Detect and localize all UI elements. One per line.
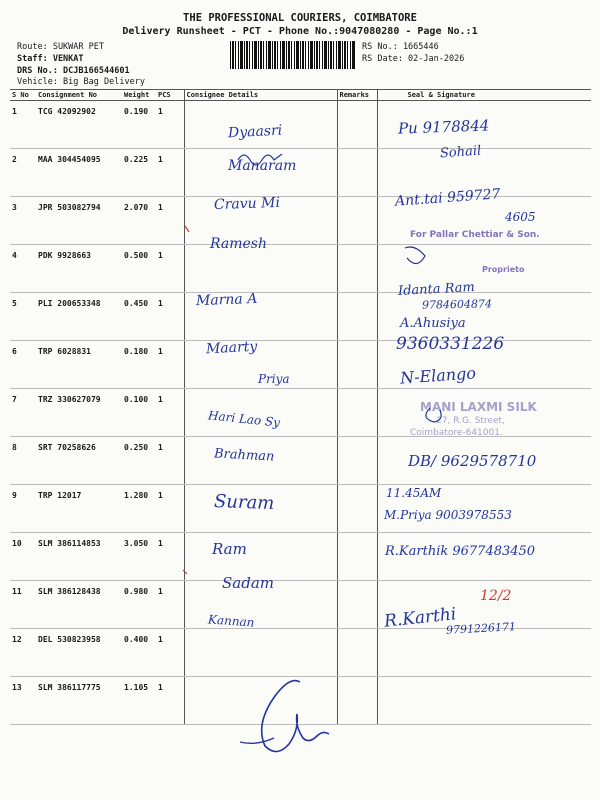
shop-stamp: Proprieto (482, 265, 525, 274)
col-consignee: Consignee Details (184, 90, 337, 101)
row-pcs: 1 (156, 629, 184, 677)
row-sno: 1 (10, 101, 36, 149)
shop-stamp: 27, R.G. Street, (436, 416, 505, 426)
row-weight: 0.980 (122, 581, 156, 629)
row-consignment: DEL 530823958 (36, 629, 122, 677)
row-consignment: TRP 6028831 (36, 341, 122, 389)
consignee-signature: Sadam (222, 574, 274, 592)
seal-signature: DB/ 9629578710 (408, 452, 537, 470)
consignee-signature: Marna A (195, 290, 258, 310)
shop-stamp: Coimbatore-641001. (410, 428, 503, 438)
row-pcs: 1 (156, 293, 184, 341)
col-pcs: PCS (156, 90, 184, 101)
row-consignment: JPR 503082794 (36, 197, 122, 245)
seal-signature: A.Ahusiya (400, 316, 466, 331)
row-pcs: 1 (156, 389, 184, 437)
row-sno: 10 (10, 533, 36, 581)
row-sno: 7 (10, 389, 36, 437)
row-weight: 3.050 (122, 533, 156, 581)
shop-stamp: For Pallar Chettiar & Son. (410, 230, 540, 240)
consignee-signature: Cravu Mi (213, 194, 281, 214)
seal-signature: N-Elango (399, 363, 477, 388)
seal-signature: Ant.tai 959727 (394, 186, 501, 210)
seal-signature: Pu 9178844 (397, 116, 490, 138)
row-sno: 12 (10, 629, 36, 677)
consignee-signature: Brahman (213, 446, 275, 465)
staff-label: Staff: VENKAT (17, 54, 84, 64)
row-pcs: 1 (156, 149, 184, 197)
row-pcs: 1 (156, 245, 184, 293)
row-consignment: SLM 386117775 (36, 677, 122, 725)
row-consignment: TRZ 330627079 (36, 389, 122, 437)
row-weight: 0.225 (122, 149, 156, 197)
row-pcs: 1 (156, 677, 184, 725)
row-weight: 0.180 (122, 341, 156, 389)
col-weight: Weight (122, 90, 156, 101)
row-consignment: PDK 9928663 (36, 245, 122, 293)
row-sno: 2 (10, 149, 36, 197)
row-sno: 13 (10, 677, 36, 725)
row-pcs: 1 (156, 341, 184, 389)
row-consignment: MAA 304454095 (36, 149, 122, 197)
seal-signature: Sohail (439, 143, 482, 162)
rs-date: RS Date: 02-Jan-2026 (362, 54, 465, 64)
col-seal: Seal & Signature (377, 90, 591, 101)
row-weight: 0.500 (122, 245, 156, 293)
row-consignment: PLI 200653348 (36, 293, 122, 341)
consignee-signature: Suram (213, 490, 275, 515)
route-label: Route: SUKWAR PET (17, 42, 104, 52)
row-sno: 6 (10, 341, 36, 389)
company-title: THE PROFESSIONAL COURIERS, COIMBATORE (183, 12, 417, 24)
col-consignment: Consignment No (36, 90, 122, 101)
seal-signature: Idanta Ram (397, 279, 476, 300)
row-weight: 0.450 (122, 293, 156, 341)
drs-number: DRS No.: DCJB166544601 (17, 66, 130, 76)
row-sno: 5 (10, 293, 36, 341)
row-weight: 0.250 (122, 437, 156, 485)
row-weight: 2.070 (122, 197, 156, 245)
shop-stamp: MANI LAXMI SILK (420, 400, 537, 414)
row-pcs: 1 (156, 485, 184, 533)
row-pcs: 1 (156, 197, 184, 245)
seal-signature: 9784604874 (421, 297, 493, 312)
row-consignment: TRP 12017 (36, 485, 122, 533)
row-consignment: TCG 42092902 (36, 101, 122, 149)
row-sno: 9 (10, 485, 36, 533)
row-pcs: 1 (156, 101, 184, 149)
seal-signature: R.Karthi (383, 604, 458, 632)
runsheet-subtitle: Delivery Runsheet - PCT - Phone No.:9047080280 - Page No.:1 (122, 26, 478, 37)
row-sno: 8 (10, 437, 36, 485)
seal-signature: 9360331226 (396, 334, 505, 354)
consignee-signature: Dyaasri (227, 122, 283, 142)
col-remarks: Remarks (337, 90, 377, 101)
col-sno: S No (10, 90, 36, 101)
row-weight: 1.105 (122, 677, 156, 725)
row-pcs: 1 (156, 581, 184, 629)
vehicle-label: Vehicle: Big Bag Delivery (17, 77, 145, 87)
consignee-signature: Hari Lao Sy (207, 408, 281, 430)
row-sno: 11 (10, 581, 36, 629)
consignee-signature: Manaram (228, 158, 297, 174)
row-sno: 3 (10, 197, 36, 245)
seal-signature: 11.45AM (386, 486, 442, 500)
consignee-signature: Maarty (205, 338, 258, 358)
seal-signature: 12/2 (480, 588, 512, 604)
consignee-signature: Priya (258, 372, 290, 386)
seal-signature: 4605 (505, 210, 536, 224)
row-pcs: 1 (156, 437, 184, 485)
row-consignment: SRT 70258626 (36, 437, 122, 485)
seal-signature: R.Karthik 9677483450 (385, 544, 536, 559)
row-weight: 1.280 (122, 485, 156, 533)
row-weight: 0.400 (122, 629, 156, 677)
row-pcs: 1 (156, 533, 184, 581)
row-weight: 0.100 (122, 389, 156, 437)
consignee-signature: Ramesh (210, 236, 267, 252)
rs-number: RS No.: 1665446 (362, 42, 439, 52)
row-sno: 4 (10, 245, 36, 293)
consignee-signature: Kannan (207, 612, 255, 630)
row-consignment: SLM 386114853 (36, 533, 122, 581)
consignee-signature: Ram (212, 540, 247, 558)
seal-signature: M.Priya 9003978553 (384, 508, 512, 522)
row-weight: 0.190 (122, 101, 156, 149)
seal-signature: 9791226171 (445, 620, 517, 637)
row-consignment: SLM 386128438 (36, 581, 122, 629)
